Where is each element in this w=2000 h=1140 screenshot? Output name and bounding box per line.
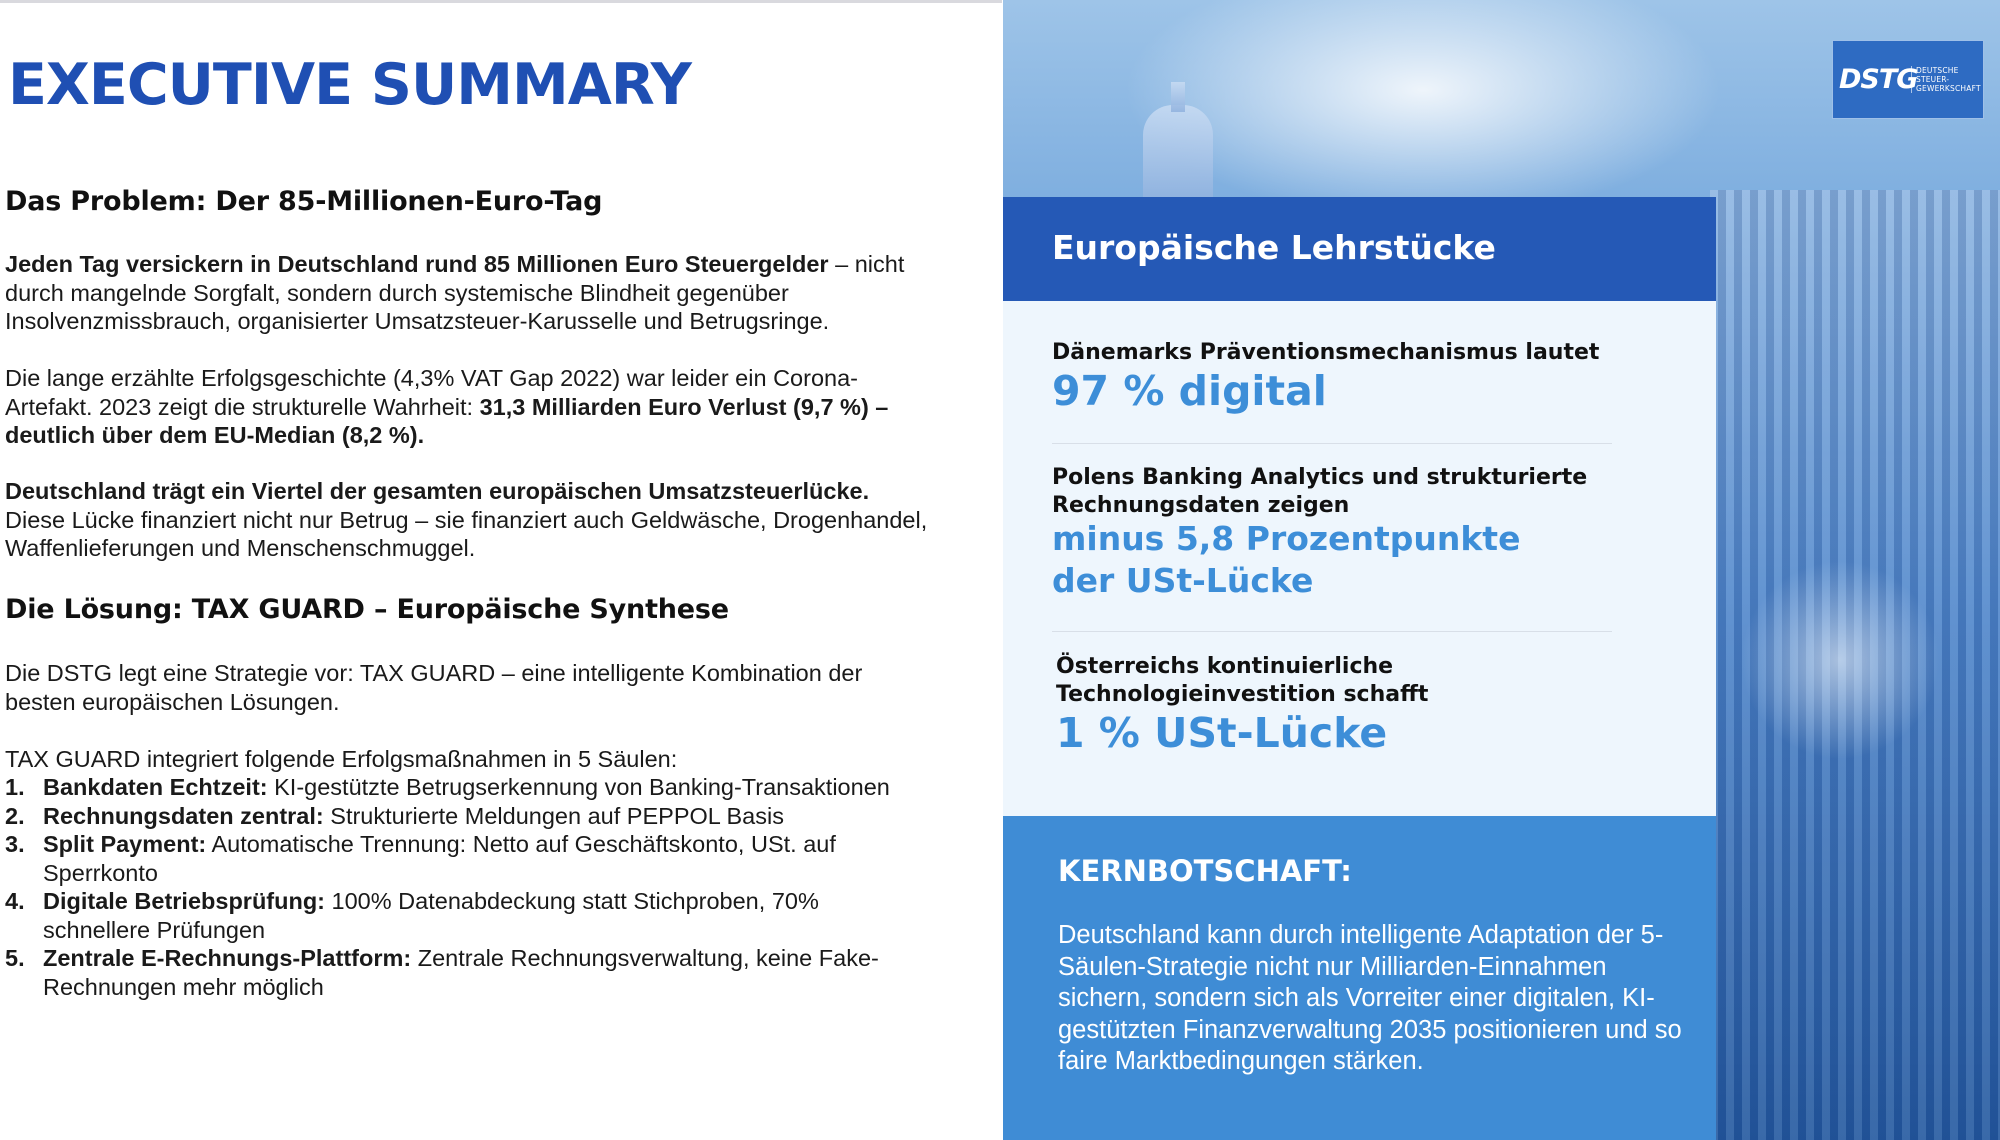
lessons-panel [1003,301,1716,816]
list-number: 4. [5,888,25,914]
problem-p2-text: Die lange erzählte Erfolgsgeschichte (4,3% VAT Gap 2022) war leider ein Corona-Artefakt. 2023 zeigt die strukturelle Wahrheit: [5,365,858,420]
list-number: 5. [5,945,25,971]
stat-label-poland: Polens Banking Analytics und strukturierte Rechnungsdaten zeigen [1052,465,1588,518]
skyscraper-spire [1171,82,1185,112]
pillar-text: Automatische Trennung: Netto auf Geschäftskonto, USt. auf Sperrkonto [43,831,836,886]
background-glow [1123,0,1723,220]
logo-line: DEUTSCHE [1916,66,1959,75]
stat-label-austria: Österreichs kontinuierliche Technologieinvestition schafft [1056,654,1429,707]
problem-p3-text: Diese Lücke finanziert nicht nur Betrug – sie finanziert auch Geldwäsche, Drogenhandel, Waffenlieferungen und Menschenschmuggel. [5,506,928,561]
key-message-text: Deutschland kann durch intelligente Adaptation der 5-Säulen-Strategie nicht nur Milliarden-Einnahmen sichern, sondern sich als Vorreiter einer digitalen, KI-gestützten Finanzverwaltung 2035 positionieren und so faire Marktbedingungen stärken. [1058,921,1682,1075]
list-number: 3. [5,831,25,857]
pillar-text: KI-gestützte Betrugserkennung von Banking-Transaktionen [267,774,890,800]
list-number: 2. [5,802,25,829]
city-light-glow [1740,560,1940,760]
problem-p1-bold: Jeden Tag versickern in Deutschland rund 85 Millionen Euro Steuergelder [5,251,829,277]
logo-line: STEUER- [1916,75,1950,84]
solution-heading: Die Lösung: TAX GUARD – Europäische Synthese [5,594,729,625]
pillar-title: Bankdaten Echtzeit: [43,774,268,800]
list-item [5,773,905,802]
problem-p2-bold: 31,3 Milliarden Euro Verlust (9,7 %) – deutlich über dem EU-Median (8,2 %). [5,393,889,448]
lessons-title: Europäische Lehrstücke [1052,228,1496,267]
stat-divider [1052,443,1612,444]
problem-p3-bold: Deutschland trägt ein Viertel der gesamten europäischen Umsatzsteuerlücke. [5,478,870,504]
dstg-logo [1832,40,1984,119]
stat-divider [1052,631,1612,632]
logo-line: GEWERKSCHAFT [1916,84,1981,93]
list-item [5,802,905,831]
key-message-title: KERNBOTSCHAFT: [1058,854,1352,888]
list-item [5,944,905,1001]
page-title: EXECUTIVE SUMMARY [8,52,691,118]
logo-wordmark [1911,66,1981,93]
problem-heading: Das Problem: Der 85-Millionen-Euro-Tag [5,186,603,217]
logo-mark: DSTG [1839,64,1918,95]
stat-value-poland: minus 5,8 Prozentpunkte der USt-Lücke [1052,519,1521,600]
key-message-panel [1003,816,1716,1140]
lessons-header [1003,197,1716,301]
pillar-title: Split Payment: [43,831,207,857]
problem-p1-text: – nicht durch mangelnde Sorgfalt, sondern durch systemische Blindheit gegenüber Insolvenzmissbrauch, organisierter Umsatzsteuer-Karusselle und Betrugsringe. [5,251,905,334]
solution-paragraph: Die DSTG legt eine Strategie vor: TAX GUARD – eine intelligente Kombination der besten europäischen Lösungen. [5,660,863,715]
list-number: 1. [5,774,25,800]
pillar-text: Zentrale Rechnungsverwaltung, keine Fake-Rechnungen mehr möglich [43,945,879,1000]
pillars-intro: TAX GUARD integriert folgende Erfolgsmaßnahmen in 5 Säulen: [5,746,678,772]
problem-paragraph-3 [5,477,935,563]
pillars-list [5,773,905,1001]
pillar-text: 100% Datenabdeckung statt Stichproben, 70% schnellere Prüfungen [43,888,819,943]
pillar-title: Rechnungsdaten zentral: [43,802,324,829]
stat-value-denmark: 97 % digital [1052,367,1327,415]
problem-paragraph-2 [5,364,935,450]
pillar-title: Zentrale E-Rechnungs-Plattform: [43,945,412,971]
skyscraper-image [1143,105,1213,205]
list-item [5,830,905,887]
stat-label-denmark: Dänemarks Präventionsmechanismus lautet [1052,340,1600,365]
pillar-text: Strukturierte Meldungen auf PEPPOL Basis [323,802,784,829]
side-panel [1003,0,2000,1140]
pillar-title: Digitale Betriebsprüfung: [43,888,326,914]
problem-paragraph-1 [5,250,935,336]
list-item [5,887,905,944]
stat-value-austria: 1 % USt-Lücke [1056,709,1388,757]
